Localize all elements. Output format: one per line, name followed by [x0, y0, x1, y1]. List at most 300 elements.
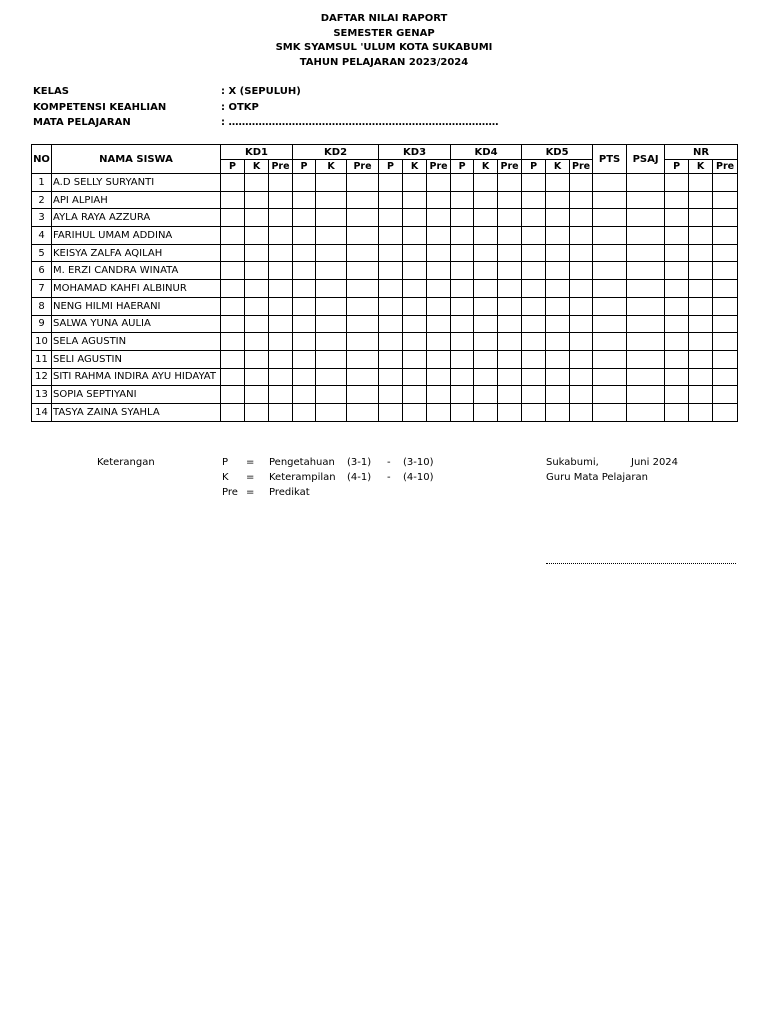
- grade-cell: [593, 403, 627, 421]
- grade-cell: [379, 227, 403, 245]
- grade-cell: [316, 386, 347, 404]
- grade-cell: [593, 333, 627, 351]
- grade-cell: [522, 368, 546, 386]
- grade-cell: [627, 297, 665, 315]
- legend-desc: Predikat: [269, 487, 310, 498]
- grade-cell: [713, 403, 738, 421]
- document-header: [0, 12, 768, 70]
- grade-cell: [593, 174, 627, 192]
- grade-cell: [316, 280, 347, 298]
- row-number: 3: [32, 209, 52, 227]
- grade-cell: [269, 403, 293, 421]
- grade-cell: [427, 280, 451, 298]
- grade-cell: [570, 174, 593, 192]
- row-number: 11: [32, 350, 52, 368]
- row-number: 10: [32, 333, 52, 351]
- grade-cell: [293, 244, 316, 262]
- grade-cell: [474, 315, 498, 333]
- grade-cell: [689, 297, 713, 315]
- grade-cell: [713, 386, 738, 404]
- legend-r1: (3-1): [347, 457, 372, 468]
- row-number: 14: [32, 403, 52, 421]
- sub-header-pre: Pre: [570, 160, 593, 174]
- grade-cell: [451, 280, 474, 298]
- grade-cell: [379, 333, 403, 351]
- grade-cell: [221, 315, 245, 333]
- grade-cell: [498, 262, 522, 280]
- grade-cell: [403, 403, 427, 421]
- grade-cell: [379, 315, 403, 333]
- legend-equals: [246, 455, 254, 500]
- kompetensi-label: KOMPETENSI KEAHLIAN: [33, 101, 167, 113]
- grade-cell: [221, 191, 245, 209]
- grade-cell: [347, 262, 379, 280]
- grade-cell: [689, 315, 713, 333]
- sub-header-p: P: [522, 160, 546, 174]
- grade-cell: [689, 280, 713, 298]
- grade-cell: [269, 333, 293, 351]
- grade-cell: [347, 297, 379, 315]
- grade-cell: [221, 262, 245, 280]
- doc-title: DAFTAR NILAI RAPORT: [320, 13, 448, 24]
- grade-cell: [713, 280, 738, 298]
- grade-cell: [474, 368, 498, 386]
- grade-cell: [593, 386, 627, 404]
- grade-cell: [498, 174, 522, 192]
- grade-cell: [221, 333, 245, 351]
- grade-cell: [293, 333, 316, 351]
- grade-cell: [546, 227, 570, 245]
- kelas-value: : X (SEPULUH): [221, 86, 301, 97]
- grade-cell: [665, 227, 689, 245]
- grade-cell: [427, 350, 451, 368]
- grade-cell: [570, 386, 593, 404]
- grade-cell: [316, 333, 347, 351]
- grade-cell: [245, 333, 269, 351]
- sub-header-pre: Pre: [347, 160, 379, 174]
- grade-cell: [713, 227, 738, 245]
- grade-cell: [665, 350, 689, 368]
- signature-month: Juni 2024: [631, 457, 679, 468]
- grade-cell: [245, 315, 269, 333]
- grade-cell: [293, 174, 316, 192]
- grade-cell: [627, 262, 665, 280]
- legend-key: Pre: [222, 487, 238, 498]
- signature-block: [546, 455, 746, 485]
- grade-cell: [379, 174, 403, 192]
- grade-cell: [451, 333, 474, 351]
- student-name: M. ERZI CANDRA WINATA: [52, 262, 221, 280]
- legend-range-end: [403, 455, 434, 485]
- grade-cell: [665, 315, 689, 333]
- grade-cell: [546, 297, 570, 315]
- grade-cell: [403, 174, 427, 192]
- table-row: [32, 403, 738, 421]
- legend-r2: (4-10): [403, 472, 434, 483]
- grade-cell: [665, 262, 689, 280]
- grade-cell: [427, 403, 451, 421]
- grade-cell: [245, 262, 269, 280]
- kelas-label: KELAS: [33, 86, 69, 97]
- grade-cell: [522, 386, 546, 404]
- grade-cell: [593, 209, 627, 227]
- grade-cell: [379, 209, 403, 227]
- grade-cell: [593, 280, 627, 298]
- grade-cell: [451, 227, 474, 245]
- student-name: API ALPIAH: [52, 191, 221, 209]
- grade-cell: [451, 262, 474, 280]
- grade-cell: [593, 262, 627, 280]
- grade-cell: [570, 333, 593, 351]
- row-number: 1: [32, 174, 52, 192]
- grade-cell: [451, 386, 474, 404]
- grade-cell: [713, 191, 738, 209]
- grade-cell: [427, 174, 451, 192]
- grade-cell: [474, 262, 498, 280]
- grade-cell: [498, 315, 522, 333]
- grade-cell: [689, 209, 713, 227]
- grade-cell: [522, 280, 546, 298]
- grade-cell: [245, 174, 269, 192]
- grade-cell: [498, 368, 522, 386]
- grade-cell: [570, 350, 593, 368]
- grade-cell: [665, 297, 689, 315]
- grade-cell: [474, 244, 498, 262]
- grade-cell: [713, 350, 738, 368]
- row-number: 9: [32, 315, 52, 333]
- grade-cell: [245, 209, 269, 227]
- grade-cell: [403, 333, 427, 351]
- grade-cell: [245, 227, 269, 245]
- grade-cell: [221, 368, 245, 386]
- student-name: SOPIA SEPTIYANI: [52, 386, 221, 404]
- grade-cell: [689, 227, 713, 245]
- grade-cell: [522, 227, 546, 245]
- mapel-label: MATA PELAJARAN: [33, 117, 131, 128]
- grade-cell: [379, 280, 403, 298]
- grade-cell: [293, 262, 316, 280]
- student-name: SALWA YUNA AULIA: [52, 315, 221, 333]
- grade-cell: [403, 244, 427, 262]
- legend-dash: -: [387, 472, 391, 483]
- sub-header-p: P: [221, 160, 245, 174]
- sub-header-pre: Pre: [713, 160, 738, 174]
- grade-cell: [498, 350, 522, 368]
- grade-cell: [593, 227, 627, 245]
- semester-title: SEMESTER GENAP: [333, 27, 435, 39]
- grade-cell: [403, 386, 427, 404]
- legend-eq: =: [246, 472, 255, 483]
- sub-header-p: P: [379, 160, 403, 174]
- table-row: [32, 174, 738, 192]
- grade-cell: [689, 174, 713, 192]
- sub-header-k: K: [316, 160, 347, 174]
- row-number: 13: [32, 386, 52, 404]
- table-row: [32, 280, 738, 298]
- nr-header: NR: [665, 145, 738, 160]
- grade-cell: [474, 386, 498, 404]
- grade-cell: [546, 262, 570, 280]
- grade-cell: [593, 297, 627, 315]
- grade-cell: [522, 297, 546, 315]
- grade-cell: [627, 191, 665, 209]
- grade-cell: [245, 297, 269, 315]
- student-name: MOHAMAD KAHFI ALBINUR: [52, 280, 221, 298]
- info-row-kompetensi: [33, 102, 633, 118]
- grade-cell: [347, 174, 379, 192]
- grade-cell: [427, 315, 451, 333]
- grade-cell: [665, 280, 689, 298]
- grade-cell: [269, 209, 293, 227]
- grade-cell: [347, 227, 379, 245]
- grade-cell: [451, 403, 474, 421]
- sub-header-pre: Pre: [269, 160, 293, 174]
- grade-cell: [522, 403, 546, 421]
- grade-cell: [269, 227, 293, 245]
- legend-r1: (4-1): [347, 472, 372, 483]
- row-number: 7: [32, 280, 52, 298]
- table-row: [32, 209, 738, 227]
- signature-line: [546, 563, 736, 564]
- grade-cell: [379, 191, 403, 209]
- grade-cell: [522, 244, 546, 262]
- grade-cell: [570, 297, 593, 315]
- row-number: 12: [32, 368, 52, 386]
- grade-cell: [316, 174, 347, 192]
- student-name: TASYA ZAINA SYAHLA: [52, 403, 221, 421]
- grade-cell: [498, 191, 522, 209]
- grade-cell: [269, 386, 293, 404]
- grade-cell: [293, 280, 316, 298]
- row-number: 2: [32, 191, 52, 209]
- table-row: [32, 191, 738, 209]
- legend-r2: (3-10): [403, 457, 434, 468]
- grade-cell: [627, 403, 665, 421]
- grade-cell: [546, 350, 570, 368]
- table-row: [32, 227, 738, 245]
- grade-cell: [403, 262, 427, 280]
- grade-cell: [403, 209, 427, 227]
- grade-cell: [221, 297, 245, 315]
- grade-cell: [316, 262, 347, 280]
- col-nama-header: NAMA SISWA: [52, 145, 221, 174]
- grade-cell: [498, 403, 522, 421]
- grade-cell: [427, 209, 451, 227]
- grade-cell: [689, 191, 713, 209]
- grade-cell: [347, 368, 379, 386]
- sub-header-k: K: [474, 160, 498, 174]
- student-name: KEISYA ZALFA AQILAH: [52, 244, 221, 262]
- grade-cell: [379, 244, 403, 262]
- signature-city: Sukabumi,: [546, 457, 599, 468]
- grade-cell: [665, 244, 689, 262]
- grade-cell: [427, 262, 451, 280]
- sub-header-pre: Pre: [427, 160, 451, 174]
- grade-cell: [522, 174, 546, 192]
- grade-cell: [269, 368, 293, 386]
- row-number: 8: [32, 297, 52, 315]
- grade-cell: [498, 386, 522, 404]
- grade-cell: [269, 280, 293, 298]
- grade-cell: [627, 244, 665, 262]
- grade-cell: [221, 386, 245, 404]
- grade-cell: [293, 403, 316, 421]
- grade-cell: [221, 280, 245, 298]
- legend-desc: Keterampilan: [269, 472, 336, 483]
- row-number: 6: [32, 262, 52, 280]
- table-row: [32, 262, 738, 280]
- grade-cell: [427, 333, 451, 351]
- grade-cell: [403, 227, 427, 245]
- sub-header-k: K: [245, 160, 269, 174]
- grade-cell: [689, 403, 713, 421]
- grade-cell: [269, 297, 293, 315]
- grade-cell: [498, 333, 522, 351]
- sub-header-k: K: [403, 160, 427, 174]
- student-name: A.D SELLY SURYANTI: [52, 174, 221, 192]
- grade-cell: [379, 386, 403, 404]
- grade-cell: [427, 191, 451, 209]
- grade-cell: [474, 297, 498, 315]
- grade-cell: [347, 403, 379, 421]
- grade-cell: [221, 244, 245, 262]
- grade-cell: [269, 262, 293, 280]
- grade-cell: [293, 350, 316, 368]
- grade-cell: [427, 244, 451, 262]
- grade-cell: [316, 403, 347, 421]
- grade-cell: [451, 191, 474, 209]
- grade-cell: [627, 315, 665, 333]
- grade-cell: [627, 280, 665, 298]
- legend-key: K: [222, 472, 229, 483]
- grade-cell: [522, 209, 546, 227]
- grade-cell: [546, 403, 570, 421]
- grade-cell: [245, 368, 269, 386]
- grade-cell: [379, 297, 403, 315]
- table-row: [32, 315, 738, 333]
- grade-cell: [498, 280, 522, 298]
- legend-title: Keterangan: [97, 457, 155, 468]
- signature-role: Guru Mata Pelajaran: [546, 472, 648, 483]
- grade-cell: [293, 315, 316, 333]
- legend-keys: [222, 455, 238, 500]
- grade-cell: [522, 333, 546, 351]
- grade-cell: [293, 191, 316, 209]
- grade-cell: [665, 191, 689, 209]
- grade-cell: [627, 333, 665, 351]
- grade-cell: [316, 315, 347, 333]
- sub-header-pre: Pre: [498, 160, 522, 174]
- grade-cell: [269, 315, 293, 333]
- kd1-header: KD1: [221, 145, 293, 160]
- grade-cell: [245, 280, 269, 298]
- grade-cell: [293, 297, 316, 315]
- grade-cell: [347, 333, 379, 351]
- grade-cell: [347, 209, 379, 227]
- grade-cell: [451, 350, 474, 368]
- school-name: SMK SYAMSUL 'ULUM KOTA SUKABUMI: [275, 42, 493, 53]
- grade-cell: [546, 333, 570, 351]
- grade-cell: [474, 350, 498, 368]
- grade-cell: [293, 386, 316, 404]
- grade-cell: [627, 386, 665, 404]
- grade-cell: [427, 297, 451, 315]
- legend-range-start: [347, 455, 371, 485]
- kd3-header: KD3: [379, 145, 451, 160]
- grade-cell: [627, 174, 665, 192]
- grade-cell: [403, 350, 427, 368]
- grade-cell: [665, 368, 689, 386]
- grade-cell: [498, 297, 522, 315]
- grade-cell: [451, 244, 474, 262]
- sub-header-p: P: [293, 160, 316, 174]
- grade-cell: [713, 209, 738, 227]
- grade-cell: [627, 227, 665, 245]
- grade-cell: [347, 350, 379, 368]
- legend-eq: =: [246, 457, 255, 468]
- grade-cell: [713, 333, 738, 351]
- grade-cell: [713, 244, 738, 262]
- grade-cell: [293, 227, 316, 245]
- sub-header-k: K: [689, 160, 713, 174]
- grade-cell: [522, 315, 546, 333]
- grade-cell: [593, 368, 627, 386]
- grade-cell: [245, 386, 269, 404]
- grade-cell: [451, 315, 474, 333]
- kd4-header: KD4: [451, 145, 522, 160]
- grade-cell: [269, 174, 293, 192]
- grade-cell: [451, 209, 474, 227]
- grade-cell: [689, 350, 713, 368]
- grade-cell: [245, 350, 269, 368]
- grade-cell: [593, 315, 627, 333]
- grade-cell: [498, 227, 522, 245]
- student-name: FARIHUL UMAM ADDINA: [52, 227, 221, 245]
- grade-cell: [546, 244, 570, 262]
- grade-cell: [451, 174, 474, 192]
- student-name: AYLA RAYA AZZURA: [52, 209, 221, 227]
- row-number: 4: [32, 227, 52, 245]
- table-row: [32, 350, 738, 368]
- info-row-mapel: [33, 117, 633, 133]
- table-row: [32, 244, 738, 262]
- grade-cell: [403, 315, 427, 333]
- grade-cell: [665, 333, 689, 351]
- legend-descriptions: [269, 455, 336, 500]
- student-name: SELI AGUSTIN: [52, 350, 221, 368]
- sub-header-p: P: [451, 160, 474, 174]
- grade-cell: [403, 280, 427, 298]
- grade-cell: [245, 191, 269, 209]
- grade-cell: [427, 386, 451, 404]
- grade-cell: [522, 350, 546, 368]
- grade-cell: [665, 174, 689, 192]
- info-row-kelas: [33, 86, 633, 102]
- signature-date: [546, 455, 746, 470]
- grade-cell: [316, 209, 347, 227]
- grade-cell: [627, 350, 665, 368]
- grade-cell: [403, 368, 427, 386]
- grade-cell: [221, 227, 245, 245]
- grade-cell: [522, 262, 546, 280]
- grade-cell: [713, 315, 738, 333]
- table-row: [32, 368, 738, 386]
- grade-cell: [570, 280, 593, 298]
- grade-cell: [269, 191, 293, 209]
- grade-cell: [546, 209, 570, 227]
- grade-cell: [379, 403, 403, 421]
- student-name: SELA AGUSTIN: [52, 333, 221, 351]
